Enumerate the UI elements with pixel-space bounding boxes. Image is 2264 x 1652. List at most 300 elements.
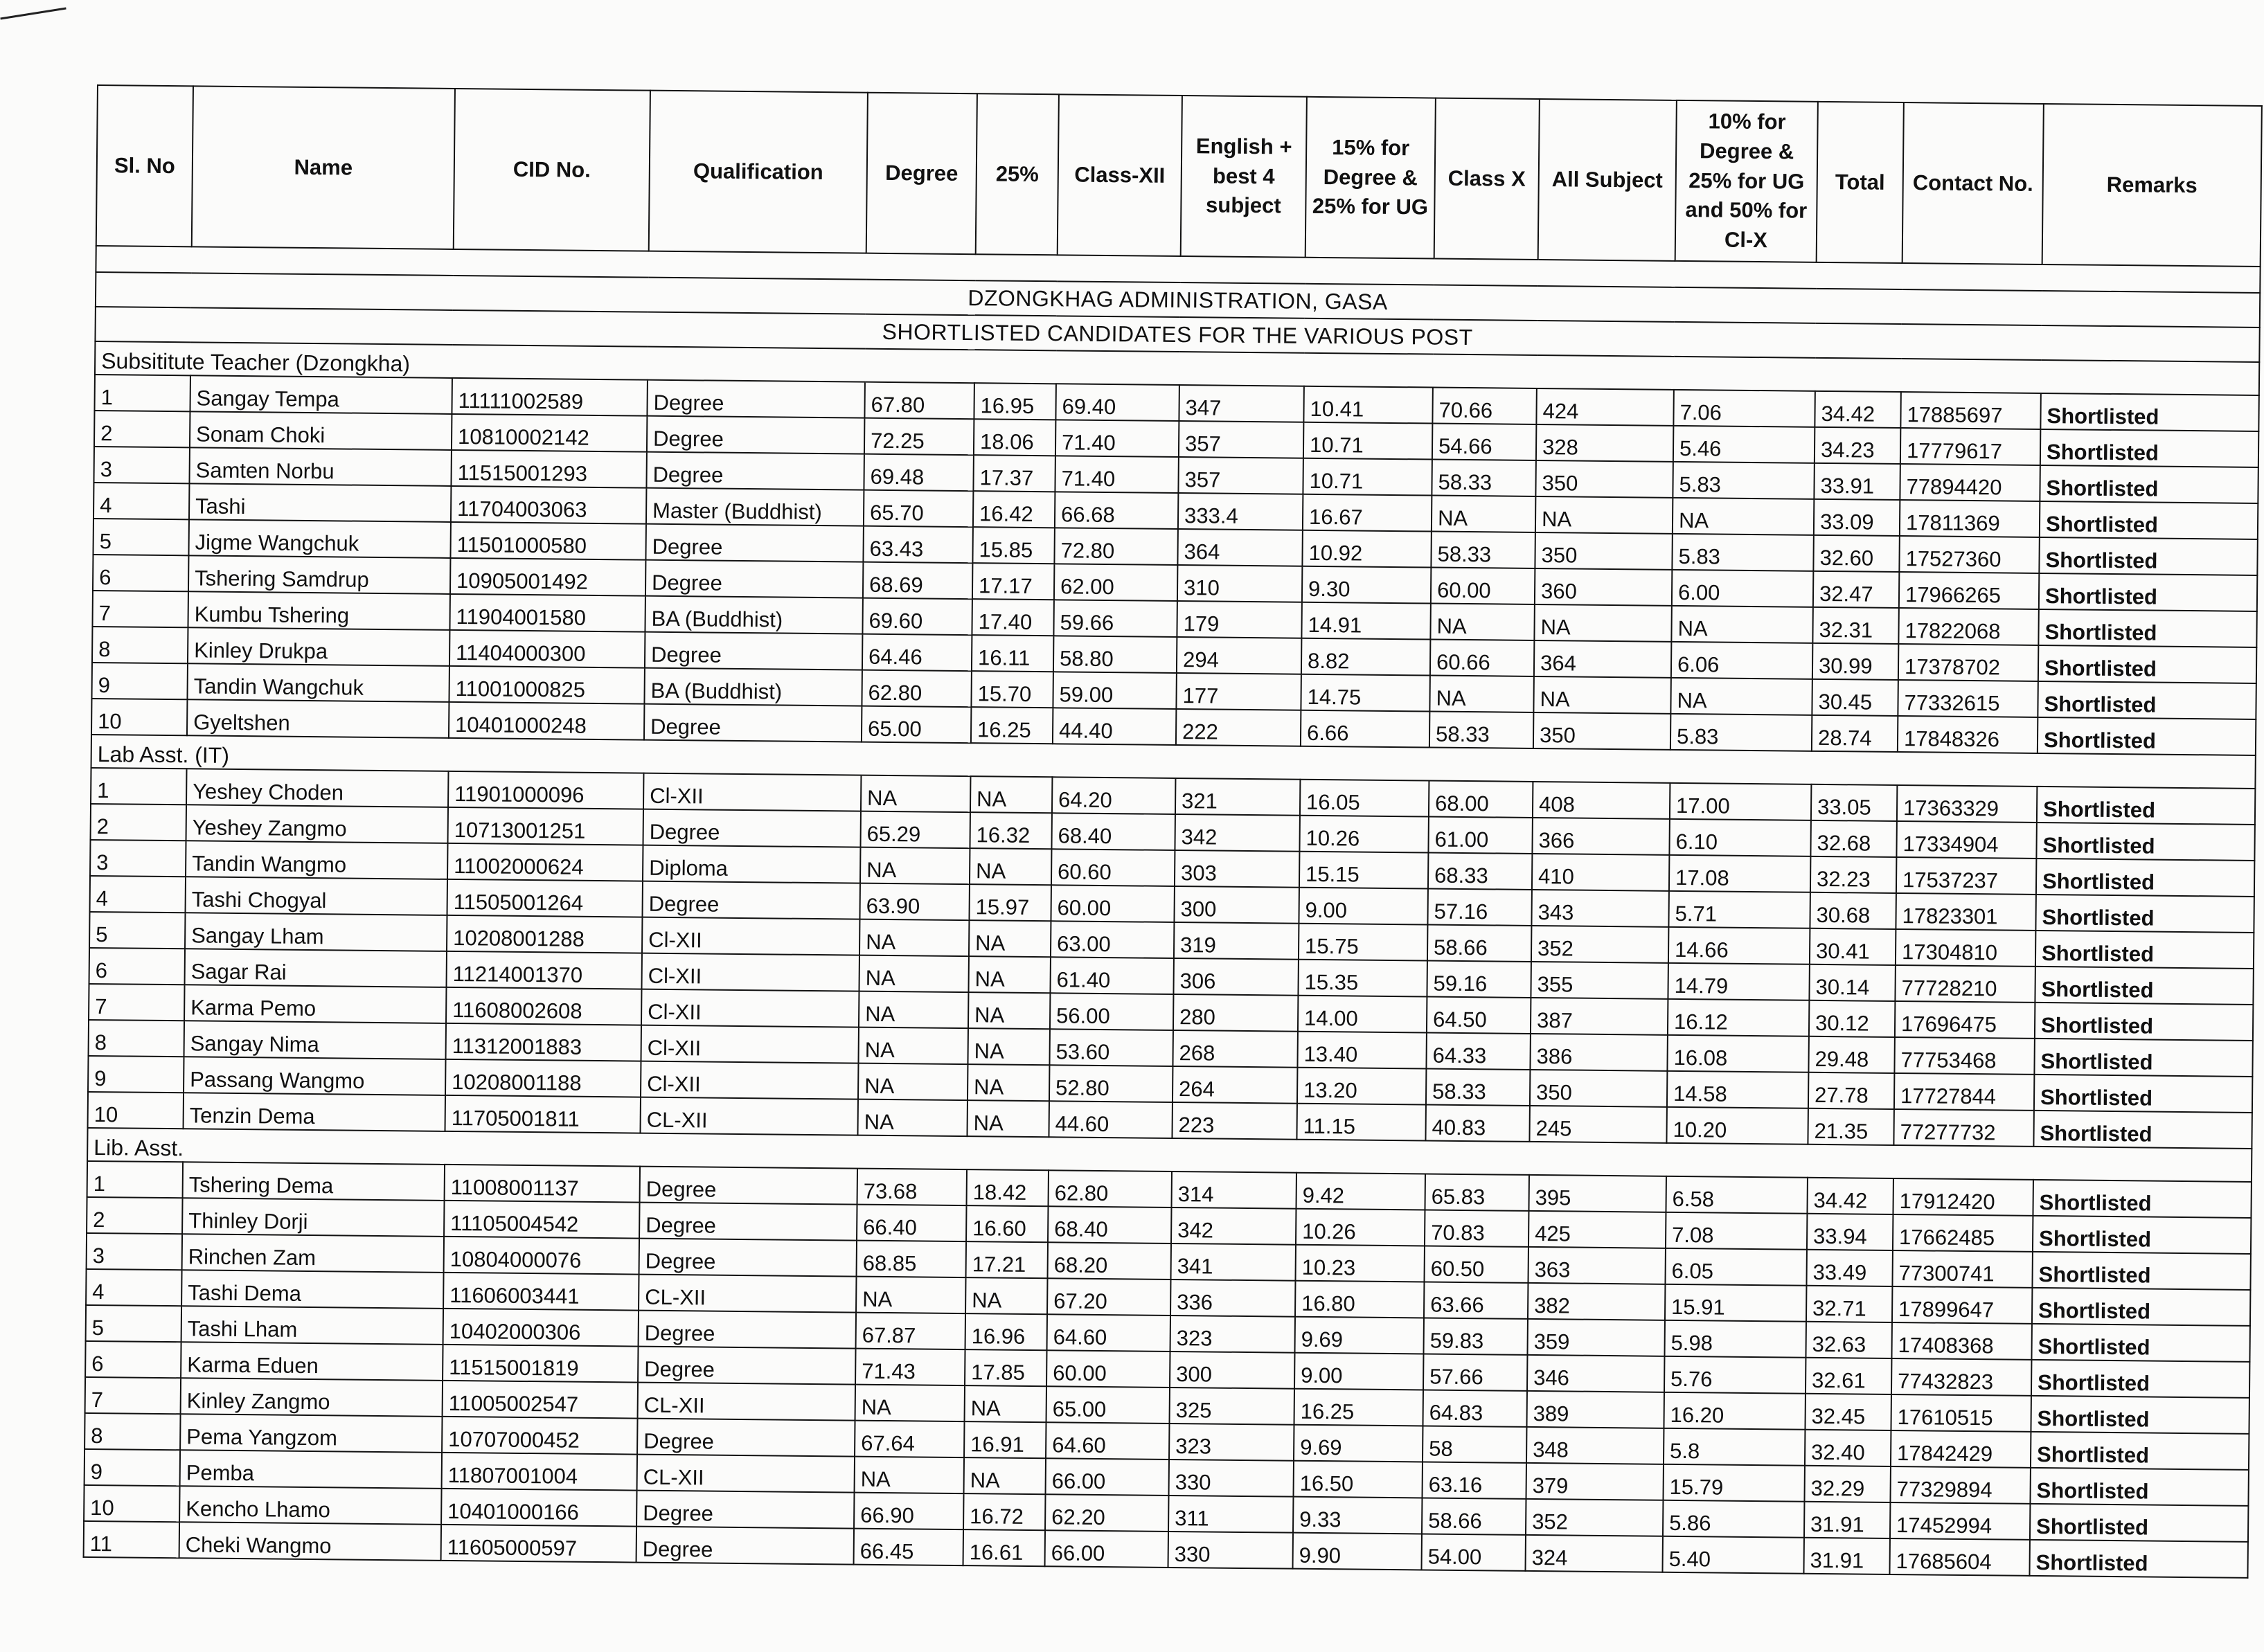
- cell-qualification: CL-XII: [638, 1383, 855, 1421]
- cell-name: Tashi Dema: [181, 1270, 443, 1309]
- cell-total: 32.61: [1806, 1358, 1891, 1394]
- cell-pct15-degree-ug: 9.33: [1293, 1497, 1422, 1534]
- cell-pct-25: 17.37: [973, 455, 1055, 492]
- cell-class-xii: 71.40: [1055, 420, 1179, 457]
- cell-class-xii: 66.68: [1055, 492, 1178, 529]
- cell-pct-25: 15.85: [972, 527, 1054, 564]
- cell-pct15-degree-ug: 9.42: [1296, 1173, 1425, 1210]
- cell-cid-no: 11515001819: [443, 1345, 638, 1383]
- cell-name: Sonam Choki: [190, 411, 452, 450]
- cell-english-best4: 347: [1179, 385, 1303, 422]
- cell-class-x: NA: [1432, 496, 1535, 532]
- cell-qualification: Degree: [637, 1419, 855, 1457]
- cell-total: 30.45: [1812, 679, 1898, 716]
- cell-english-best4: 294: [1177, 637, 1301, 674]
- cell-sl-no: 3: [87, 1233, 182, 1270]
- cell-class-xii: 64.20: [1052, 777, 1175, 814]
- cell-cid-no: 11008001137: [445, 1165, 640, 1203]
- cell-total: 32.60: [1813, 535, 1899, 572]
- cell-english-best4: 222: [1176, 709, 1301, 746]
- cell-cid-no: 10208001188: [445, 1059, 641, 1097]
- cell-qualification: Diploma: [643, 845, 860, 883]
- cell-class-x: 59.16: [1427, 960, 1531, 997]
- cell-degree: NA: [859, 919, 969, 957]
- cell-cid-no: 11005002547: [443, 1381, 638, 1419]
- cell-class-xii: 60.00: [1046, 1350, 1170, 1388]
- document-title: DZONGKHAG ADMINISTRATION, GASA: [96, 272, 2260, 327]
- cell-name: Tashi Chogyal: [186, 877, 447, 915]
- cell-pct10-degree-ug-clx: 6.10: [1669, 819, 1810, 856]
- cell-pct10-degree-ug-clx: 15.91: [1665, 1284, 1806, 1322]
- cell-pct15-degree-ug: 16.50: [1294, 1461, 1423, 1498]
- cell-total: 34.23: [1815, 427, 1900, 464]
- cell-remarks: Shortlisted: [2039, 573, 2257, 611]
- cell-pct10-degree-ug-clx: 14.79: [1668, 963, 1809, 1000]
- cell-class-x: 58: [1423, 1426, 1526, 1462]
- cell-class-xii: 68.40: [1048, 1206, 1171, 1244]
- cell-degree: 65.29: [860, 811, 970, 849]
- cell-contact-no: 17408368: [1891, 1322, 2031, 1360]
- cell-class-xii: 62.20: [1045, 1494, 1168, 1532]
- cell-english-best4: 314: [1172, 1171, 1296, 1209]
- cell-degree: 64.46: [862, 634, 972, 672]
- cell-qualification: Degree: [645, 560, 863, 598]
- cell-pct-25: NA: [965, 1385, 1046, 1422]
- cell-remarks: Shortlisted: [2035, 1003, 2253, 1041]
- cell-class-xii: 44.40: [1053, 708, 1176, 745]
- cell-english-best4: 300: [1174, 886, 1299, 924]
- cell-pct15-degree-ug: 16.05: [1300, 780, 1429, 817]
- cell-total: 32.71: [1806, 1286, 1892, 1322]
- cell-pct-25: 15.97: [969, 884, 1051, 921]
- cell-all-subject: 245: [1529, 1106, 1666, 1143]
- cell-name: Pemba: [180, 1450, 442, 1489]
- cell-pct10-degree-ug-clx: 5.40: [1662, 1536, 1803, 1574]
- cell-degree: 67.87: [856, 1313, 965, 1350]
- cell-sl-no: 7: [89, 984, 184, 1021]
- cell-pct15-degree-ug: 9.69: [1294, 1317, 1423, 1354]
- cell-all-subject: 425: [1528, 1211, 1666, 1248]
- cell-pct-25: 17.85: [965, 1349, 1046, 1386]
- cell-all-subject: NA: [1534, 604, 1671, 642]
- cell-pct10-degree-ug-clx: NA: [1671, 606, 1812, 643]
- cell-qualification: CL-XII: [640, 1097, 857, 1135]
- cell-contact-no: 17610515: [1891, 1394, 2031, 1432]
- cell-name: Rinchen Zam: [182, 1234, 444, 1273]
- cell-all-subject: 359: [1527, 1319, 1664, 1356]
- cell-degree: NA: [855, 1385, 965, 1422]
- cell-sl-no: 1: [91, 768, 186, 805]
- cell-pct15-degree-ug: 10.71: [1303, 458, 1432, 496]
- cell-class-xii: 58.80: [1053, 636, 1177, 673]
- cell-name: Tshering Dema: [183, 1162, 445, 1201]
- cell-remarks: Shortlisted: [2037, 787, 2255, 825]
- cell-pct15-degree-ug: 9.00: [1294, 1353, 1423, 1390]
- cell-cid-no: 10707000452: [442, 1417, 637, 1455]
- cell-sl-no: 7: [92, 591, 188, 627]
- cell-qualification: Master (Buddhist): [646, 488, 864, 526]
- cell-pct15-degree-ug: 16.67: [1303, 494, 1432, 532]
- cell-sl-no: 6: [89, 948, 185, 985]
- cell-sl-no: 8: [92, 627, 188, 663]
- cell-class-x: 57.16: [1427, 889, 1531, 926]
- cell-class-xii: 56.00: [1050, 993, 1173, 1030]
- cell-remarks: Shortlisted: [2030, 1504, 2248, 1542]
- cell-name: Tashi: [189, 483, 451, 522]
- cell-contact-no: 17779617: [1900, 428, 2040, 465]
- cell-pct10-degree-ug-clx: 15.79: [1663, 1464, 1804, 1502]
- cell-name: Sangay Lham: [185, 913, 447, 951]
- cell-name: Tshering Samdrup: [188, 555, 450, 594]
- cell-cid-no: 10810002142: [452, 414, 647, 452]
- cell-degree: NA: [856, 1277, 965, 1314]
- cell-class-x: 54.00: [1421, 1534, 1525, 1570]
- cell-qualification: CL-XII: [637, 1455, 855, 1493]
- cell-degree: 63.90: [859, 883, 969, 921]
- cell-english-best4: 342: [1171, 1207, 1296, 1245]
- cell-pct-25: 16.42: [973, 491, 1055, 528]
- cell-total: 30.99: [1812, 643, 1898, 680]
- cell-remarks: Shortlisted: [2038, 609, 2256, 647]
- cell-all-subject: 382: [1528, 1283, 1665, 1320]
- cell-english-best4: 364: [1177, 529, 1302, 566]
- cell-total: 34.42: [1815, 391, 1900, 428]
- cell-pct10-degree-ug-clx: 16.20: [1664, 1392, 1805, 1430]
- cell-total: 33.09: [1814, 499, 1900, 536]
- cell-remarks: Shortlisted: [2032, 1252, 2250, 1290]
- cell-english-best4: 223: [1172, 1102, 1296, 1140]
- cell-contact-no: 77753468: [1894, 1037, 2034, 1075]
- cell-class-xii: 61.40: [1050, 957, 1173, 994]
- cell-cid-no: 11002000624: [447, 843, 643, 881]
- cell-name: Kinley Zangmo: [181, 1378, 443, 1417]
- cell-contact-no: 77894420: [1900, 464, 2040, 501]
- cell-contact-no: 17966265: [1899, 572, 2039, 609]
- column-header-pct15-degree-ug: 15% for Degree & 25% for UG: [1305, 97, 1436, 259]
- cell-degree: 65.00: [862, 706, 971, 744]
- cell-all-subject: 364: [1534, 640, 1671, 678]
- cell-contact-no: 17452994: [1890, 1502, 2030, 1540]
- cell-name: Yeshey Zangmo: [186, 805, 448, 843]
- cell-pct10-degree-ug-clx: 14.58: [1667, 1071, 1808, 1108]
- cell-pct10-degree-ug-clx: 5.8: [1664, 1428, 1805, 1466]
- cell-name: Tandin Wangmo: [186, 841, 447, 879]
- cell-sl-no: 9: [84, 1449, 180, 1486]
- cell-all-subject: 352: [1531, 926, 1668, 963]
- cell-degree: NA: [858, 1027, 968, 1065]
- cell-sl-no: 5: [86, 1305, 181, 1342]
- cell-total: 30.41: [1810, 928, 1896, 965]
- cell-class-x: NA: [1429, 676, 1533, 712]
- cell-qualification: Degree: [647, 380, 864, 418]
- cell-pct10-degree-ug-clx: 6.05: [1665, 1248, 1806, 1286]
- cell-pct10-degree-ug-clx: 5.98: [1664, 1320, 1806, 1358]
- cell-sl-no: 3: [93, 447, 189, 483]
- cell-contact-no: 17885697: [1900, 392, 2040, 429]
- cell-contact-no: 17912420: [1893, 1178, 2033, 1216]
- cell-pct-25: NA: [965, 1277, 1047, 1314]
- cell-class-x: 68.00: [1429, 781, 1533, 818]
- cell-class-x: 58.66: [1427, 925, 1531, 962]
- cell-contact-no: 17842429: [1891, 1430, 2031, 1468]
- cell-contact-no: 77329894: [1890, 1466, 2030, 1504]
- cell-contact-no: 17363329: [1897, 785, 2037, 823]
- cell-qualification: Degree: [647, 416, 864, 454]
- cell-pct-25: NA: [968, 956, 1050, 993]
- cell-cid-no: 10402000306: [443, 1309, 639, 1347]
- cell-remarks: Shortlisted: [2031, 1360, 2249, 1398]
- cell-pct10-degree-ug-clx: NA: [1673, 498, 1814, 535]
- cell-contact-no: 17696475: [1895, 1001, 2035, 1039]
- cell-sl-no: 1: [94, 375, 190, 411]
- cell-contact-no: 17685604: [1889, 1538, 2029, 1576]
- cell-degree: 69.48: [864, 454, 973, 492]
- cell-pct15-degree-ug: 11.15: [1296, 1104, 1425, 1141]
- cell-remarks: Shortlisted: [2040, 393, 2258, 431]
- cell-all-subject: 386: [1530, 1034, 1667, 1071]
- cell-total: 30.12: [1809, 1000, 1895, 1037]
- cell-total: 32.23: [1810, 856, 1896, 893]
- cell-remarks: Shortlisted: [2032, 1288, 2250, 1326]
- cell-pct-25: 16.95: [974, 383, 1055, 420]
- cell-cid-no: 11515001293: [451, 450, 646, 488]
- cell-contact-no: 77728210: [1895, 965, 2035, 1003]
- cell-all-subject: 355: [1531, 962, 1668, 999]
- cell-cid-no: 11901000096: [448, 771, 643, 809]
- cell-pct15-degree-ug: 16.80: [1295, 1281, 1424, 1318]
- cell-pct10-degree-ug-clx: 6.00: [1672, 570, 1813, 607]
- cell-qualification: Cl-XII: [641, 1061, 858, 1099]
- cell-remarks: Shortlisted: [2033, 1111, 2252, 1149]
- cell-class-xii: 44.60: [1049, 1101, 1172, 1138]
- cell-class-xii: 60.00: [1051, 885, 1174, 922]
- cell-cid-no: 10208001288: [447, 915, 642, 953]
- cell-pct-25: NA: [967, 1100, 1049, 1137]
- cell-sl-no: 10: [84, 1485, 179, 1522]
- cell-pct-25: 17.17: [972, 563, 1054, 600]
- cell-name: Thinley Dorji: [182, 1198, 444, 1237]
- cell-pct10-degree-ug-clx: 6.06: [1671, 642, 1812, 679]
- section-title: Lib. Asst.: [87, 1128, 857, 1169]
- cell-total: 32.29: [1804, 1466, 1890, 1502]
- cell-english-best4: 268: [1173, 1030, 1297, 1068]
- cell-pct10-degree-ug-clx: 5.76: [1664, 1356, 1806, 1394]
- cell-class-x: 60.50: [1424, 1246, 1528, 1282]
- cell-sl-no: 1: [87, 1161, 183, 1198]
- cell-pct-25: 16.72: [963, 1493, 1045, 1530]
- cell-contact-no: 77332615: [1898, 680, 2038, 717]
- cell-qualification: Degree: [639, 1311, 856, 1349]
- cell-cid-no: 11501000580: [450, 522, 645, 560]
- cell-class-xii: 65.00: [1046, 1386, 1170, 1424]
- cell-pct15-degree-ug: 15.75: [1299, 924, 1427, 961]
- cell-name: Passang Wangmo: [184, 1057, 445, 1095]
- cell-degree: 66.90: [854, 1493, 963, 1530]
- cell-remarks: Shortlisted: [2034, 1039, 2252, 1077]
- cell-sl-no: 8: [89, 1020, 184, 1057]
- cell-name: Kencho Lhamo: [179, 1486, 441, 1525]
- cell-all-subject: 366: [1532, 818, 1669, 855]
- cell-degree: 62.80: [862, 670, 971, 708]
- cell-degree: 67.64: [855, 1421, 964, 1458]
- column-header-class-xii: Class-XII: [1058, 94, 1182, 256]
- cell-class-xii: 68.40: [1051, 813, 1175, 850]
- cell-remarks: Shortlisted: [2038, 717, 2256, 755]
- cell-pct15-degree-ug: 9.69: [1294, 1425, 1423, 1462]
- cell-contact-no: 17527360: [1899, 536, 2039, 573]
- cell-cid-no: 11111002589: [452, 378, 647, 416]
- cell-remarks: Shortlisted: [2029, 1540, 2247, 1578]
- cell-class-x: 65.83: [1425, 1174, 1528, 1210]
- cell-sl-no: 5: [93, 519, 188, 555]
- cell-sl-no: 9: [88, 1056, 184, 1093]
- cell-total: 32.45: [1805, 1394, 1891, 1430]
- cell-pct15-degree-ug: 10.23: [1295, 1245, 1424, 1282]
- cell-pct10-degree-ug-clx: 10.20: [1666, 1107, 1808, 1144]
- cell-class-x: 70.66: [1432, 388, 1536, 424]
- cell-pct-25: NA: [969, 920, 1051, 957]
- column-header-english-best4: English + best 4 subject: [1181, 96, 1307, 258]
- cell-sl-no: 10: [91, 699, 187, 735]
- cell-sl-no: 4: [93, 483, 189, 519]
- cell-all-subject: 343: [1531, 890, 1668, 927]
- cell-all-subject: 410: [1532, 854, 1669, 891]
- cell-pct15-degree-ug: 10.92: [1302, 530, 1431, 568]
- cell-cid-no: 10401000248: [449, 702, 644, 740]
- cell-sl-no: 8: [84, 1413, 180, 1450]
- cell-total: 29.48: [1808, 1036, 1894, 1073]
- cell-class-xii: 68.20: [1048, 1242, 1171, 1280]
- cell-name: Karma Pemo: [184, 985, 446, 1023]
- cell-sl-no: 4: [86, 1269, 181, 1306]
- column-header-row: [96, 85, 2262, 267]
- cell-pct15-degree-ug: 9.00: [1299, 888, 1427, 925]
- cell-qualification: Degree: [640, 1167, 857, 1205]
- column-header-class-x: Class X: [1434, 98, 1540, 260]
- cell-pct-25: 16.91: [964, 1421, 1046, 1458]
- cell-qualification: Degree: [645, 632, 862, 670]
- column-header-remarks: Remarks: [2042, 104, 2262, 267]
- cell-pct15-degree-ug: 9.90: [1293, 1533, 1422, 1570]
- cell-contact-no: 17334904: [1896, 821, 2036, 859]
- cell-qualification: Degree: [636, 1527, 854, 1565]
- cell-sl-no: 5: [89, 912, 185, 949]
- cell-name: Jigme Wangchuk: [188, 519, 450, 558]
- cell-all-subject: 348: [1526, 1427, 1664, 1464]
- cell-pct15-degree-ug: 10.41: [1303, 386, 1432, 424]
- cell-qualification: Degree: [646, 452, 864, 490]
- table-body: [84, 375, 2259, 1578]
- cell-pct-25: 16.32: [970, 812, 1051, 849]
- cell-all-subject: 395: [1528, 1175, 1666, 1212]
- cell-pct15-degree-ug: 10.26: [1296, 1209, 1425, 1246]
- cell-pct15-degree-ug: 13.20: [1297, 1068, 1426, 1105]
- cell-total: 33.91: [1814, 463, 1900, 500]
- cell-pct10-degree-ug-clx: 17.00: [1670, 783, 1811, 820]
- column-header-contact-no: Contact No.: [1902, 102, 2044, 264]
- cell-cid-no: 11807001004: [442, 1453, 637, 1491]
- cell-pct-25: 16.11: [972, 635, 1053, 672]
- cell-pct-25: 18.42: [967, 1169, 1049, 1206]
- cell-degree: 66.40: [857, 1205, 966, 1242]
- column-header-pct-25: 25%: [976, 93, 1059, 255]
- cell-pct15-degree-ug: 14.00: [1298, 996, 1427, 1033]
- cell-english-best4: 321: [1175, 778, 1300, 816]
- cell-english-best4: 342: [1175, 814, 1299, 852]
- cell-pct-25: NA: [970, 848, 1051, 885]
- cell-remarks: Shortlisted: [2035, 895, 2254, 933]
- cell-sl-no: 11: [84, 1521, 179, 1558]
- cell-english-best4: 300: [1170, 1352, 1294, 1389]
- cell-qualification: Degree: [643, 809, 860, 847]
- cell-pct-25: 17.21: [966, 1241, 1048, 1278]
- cell-name: Tashi Lham: [181, 1306, 443, 1345]
- cell-english-best4: 280: [1173, 994, 1298, 1032]
- cell-total: 31.91: [1803, 1538, 1889, 1574]
- cell-sl-no: 2: [94, 411, 190, 447]
- cell-all-subject: NA: [1533, 676, 1670, 714]
- cell-class-xii: 66.00: [1046, 1458, 1169, 1496]
- cell-remarks: Shortlisted: [2036, 823, 2254, 861]
- cell-degree: NA: [861, 775, 970, 813]
- cell-sl-no: 7: [85, 1377, 181, 1414]
- cell-cid-no: 10713001251: [448, 807, 643, 845]
- cell-degree: NA: [859, 991, 968, 1029]
- cell-english-best4: 177: [1176, 673, 1301, 710]
- cell-class-x: 70.83: [1425, 1210, 1528, 1246]
- cell-class-x: 60.00: [1431, 568, 1535, 604]
- cell-remarks: Shortlisted: [2033, 1180, 2251, 1218]
- cell-all-subject: 389: [1526, 1391, 1664, 1428]
- cell-contact-no: 17811369: [1900, 500, 2040, 537]
- cell-pct10-degree-ug-clx: 5.46: [1673, 426, 1815, 463]
- cell-contact-no: 17304810: [1896, 929, 2035, 967]
- cell-pct-25: 16.25: [971, 707, 1053, 744]
- cell-all-subject: 346: [1527, 1355, 1664, 1392]
- cell-contact-no: 17662485: [1893, 1214, 2033, 1252]
- cell-name: Pema Yangzom: [180, 1414, 442, 1453]
- cell-degree: 68.85: [857, 1241, 966, 1278]
- cell-qualification: Degree: [638, 1347, 855, 1385]
- cell-name: Samten Norbu: [189, 447, 451, 486]
- cell-pct-25: 16.61: [963, 1529, 1045, 1566]
- cell-sl-no: 3: [90, 840, 186, 877]
- column-header-qualification: Qualification: [649, 91, 868, 253]
- cell-degree: 68.69: [863, 562, 972, 600]
- cell-qualification: CL-XII: [639, 1275, 856, 1313]
- cell-total: 21.35: [1808, 1108, 1893, 1145]
- cell-pct10-degree-ug-clx: 17.08: [1669, 855, 1810, 892]
- column-header-pct10-degree-ug-clx: 10% for Degree & 25% for UG and 50% for Cl-X: [1675, 100, 1818, 262]
- cell-name: Gyeltshen: [187, 699, 449, 738]
- cell-class-xii: 64.60: [1047, 1314, 1170, 1352]
- cell-all-subject: 350: [1535, 532, 1672, 570]
- column-header-cid-no: CID No.: [454, 89, 650, 251]
- cell-pct10-degree-ug-clx: 5.83: [1670, 714, 1812, 751]
- cell-all-subject: 350: [1530, 1070, 1667, 1107]
- shortlist-table: [83, 84, 2263, 1579]
- cell-all-subject: 363: [1528, 1247, 1665, 1284]
- cell-english-best4: 336: [1170, 1280, 1295, 1317]
- cell-sl-no: 2: [87, 1197, 182, 1234]
- column-header-sl-no: Sl. No: [96, 85, 193, 246]
- cell-contact-no: 77277732: [1893, 1109, 2033, 1147]
- cell-pct15-degree-ug: 10.71: [1303, 422, 1432, 460]
- cell-english-best4: 333.4: [1178, 493, 1303, 530]
- cell-pct-25: 16.60: [966, 1205, 1048, 1242]
- cell-degree: NA: [858, 1063, 968, 1101]
- cell-english-best4: 264: [1173, 1066, 1297, 1104]
